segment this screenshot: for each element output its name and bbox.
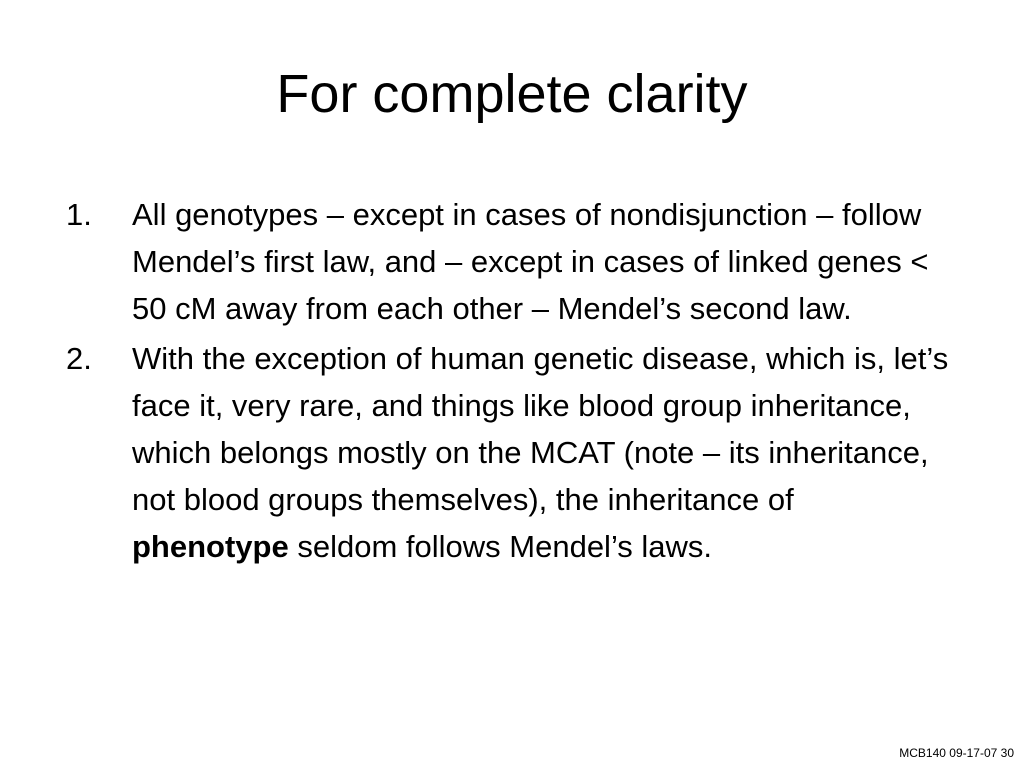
list-item bbox=[66, 335, 966, 570]
list-item-text-after: seldom follows Mendel’s laws. bbox=[297, 529, 713, 564]
numbered-list bbox=[66, 191, 966, 573]
list-item-number: 1. bbox=[66, 197, 92, 232]
slide-footer: MCB140 09-17-07 30 bbox=[899, 746, 1014, 760]
emphasized-term: phenotype bbox=[132, 529, 289, 564]
list-item-text-before: With the exception of human genetic disease, which is, let’s face it, very rare, and things like blood group inheritance, which belongs mostly on the MCAT (note – its inheritance, not blood groups themselves), the inheritance of bbox=[132, 341, 949, 517]
list-item-text: All genotypes – except in cases of nondisjunction – follow Mendel’s first law, and – except in cases of linked genes < 50 cM away from each other – Mendel’s second law. bbox=[132, 197, 929, 326]
list-item bbox=[66, 191, 966, 332]
list-item-number: 2. bbox=[66, 341, 92, 376]
list-item-text bbox=[132, 335, 966, 570]
slide-title: For complete clarity bbox=[276, 64, 748, 124]
